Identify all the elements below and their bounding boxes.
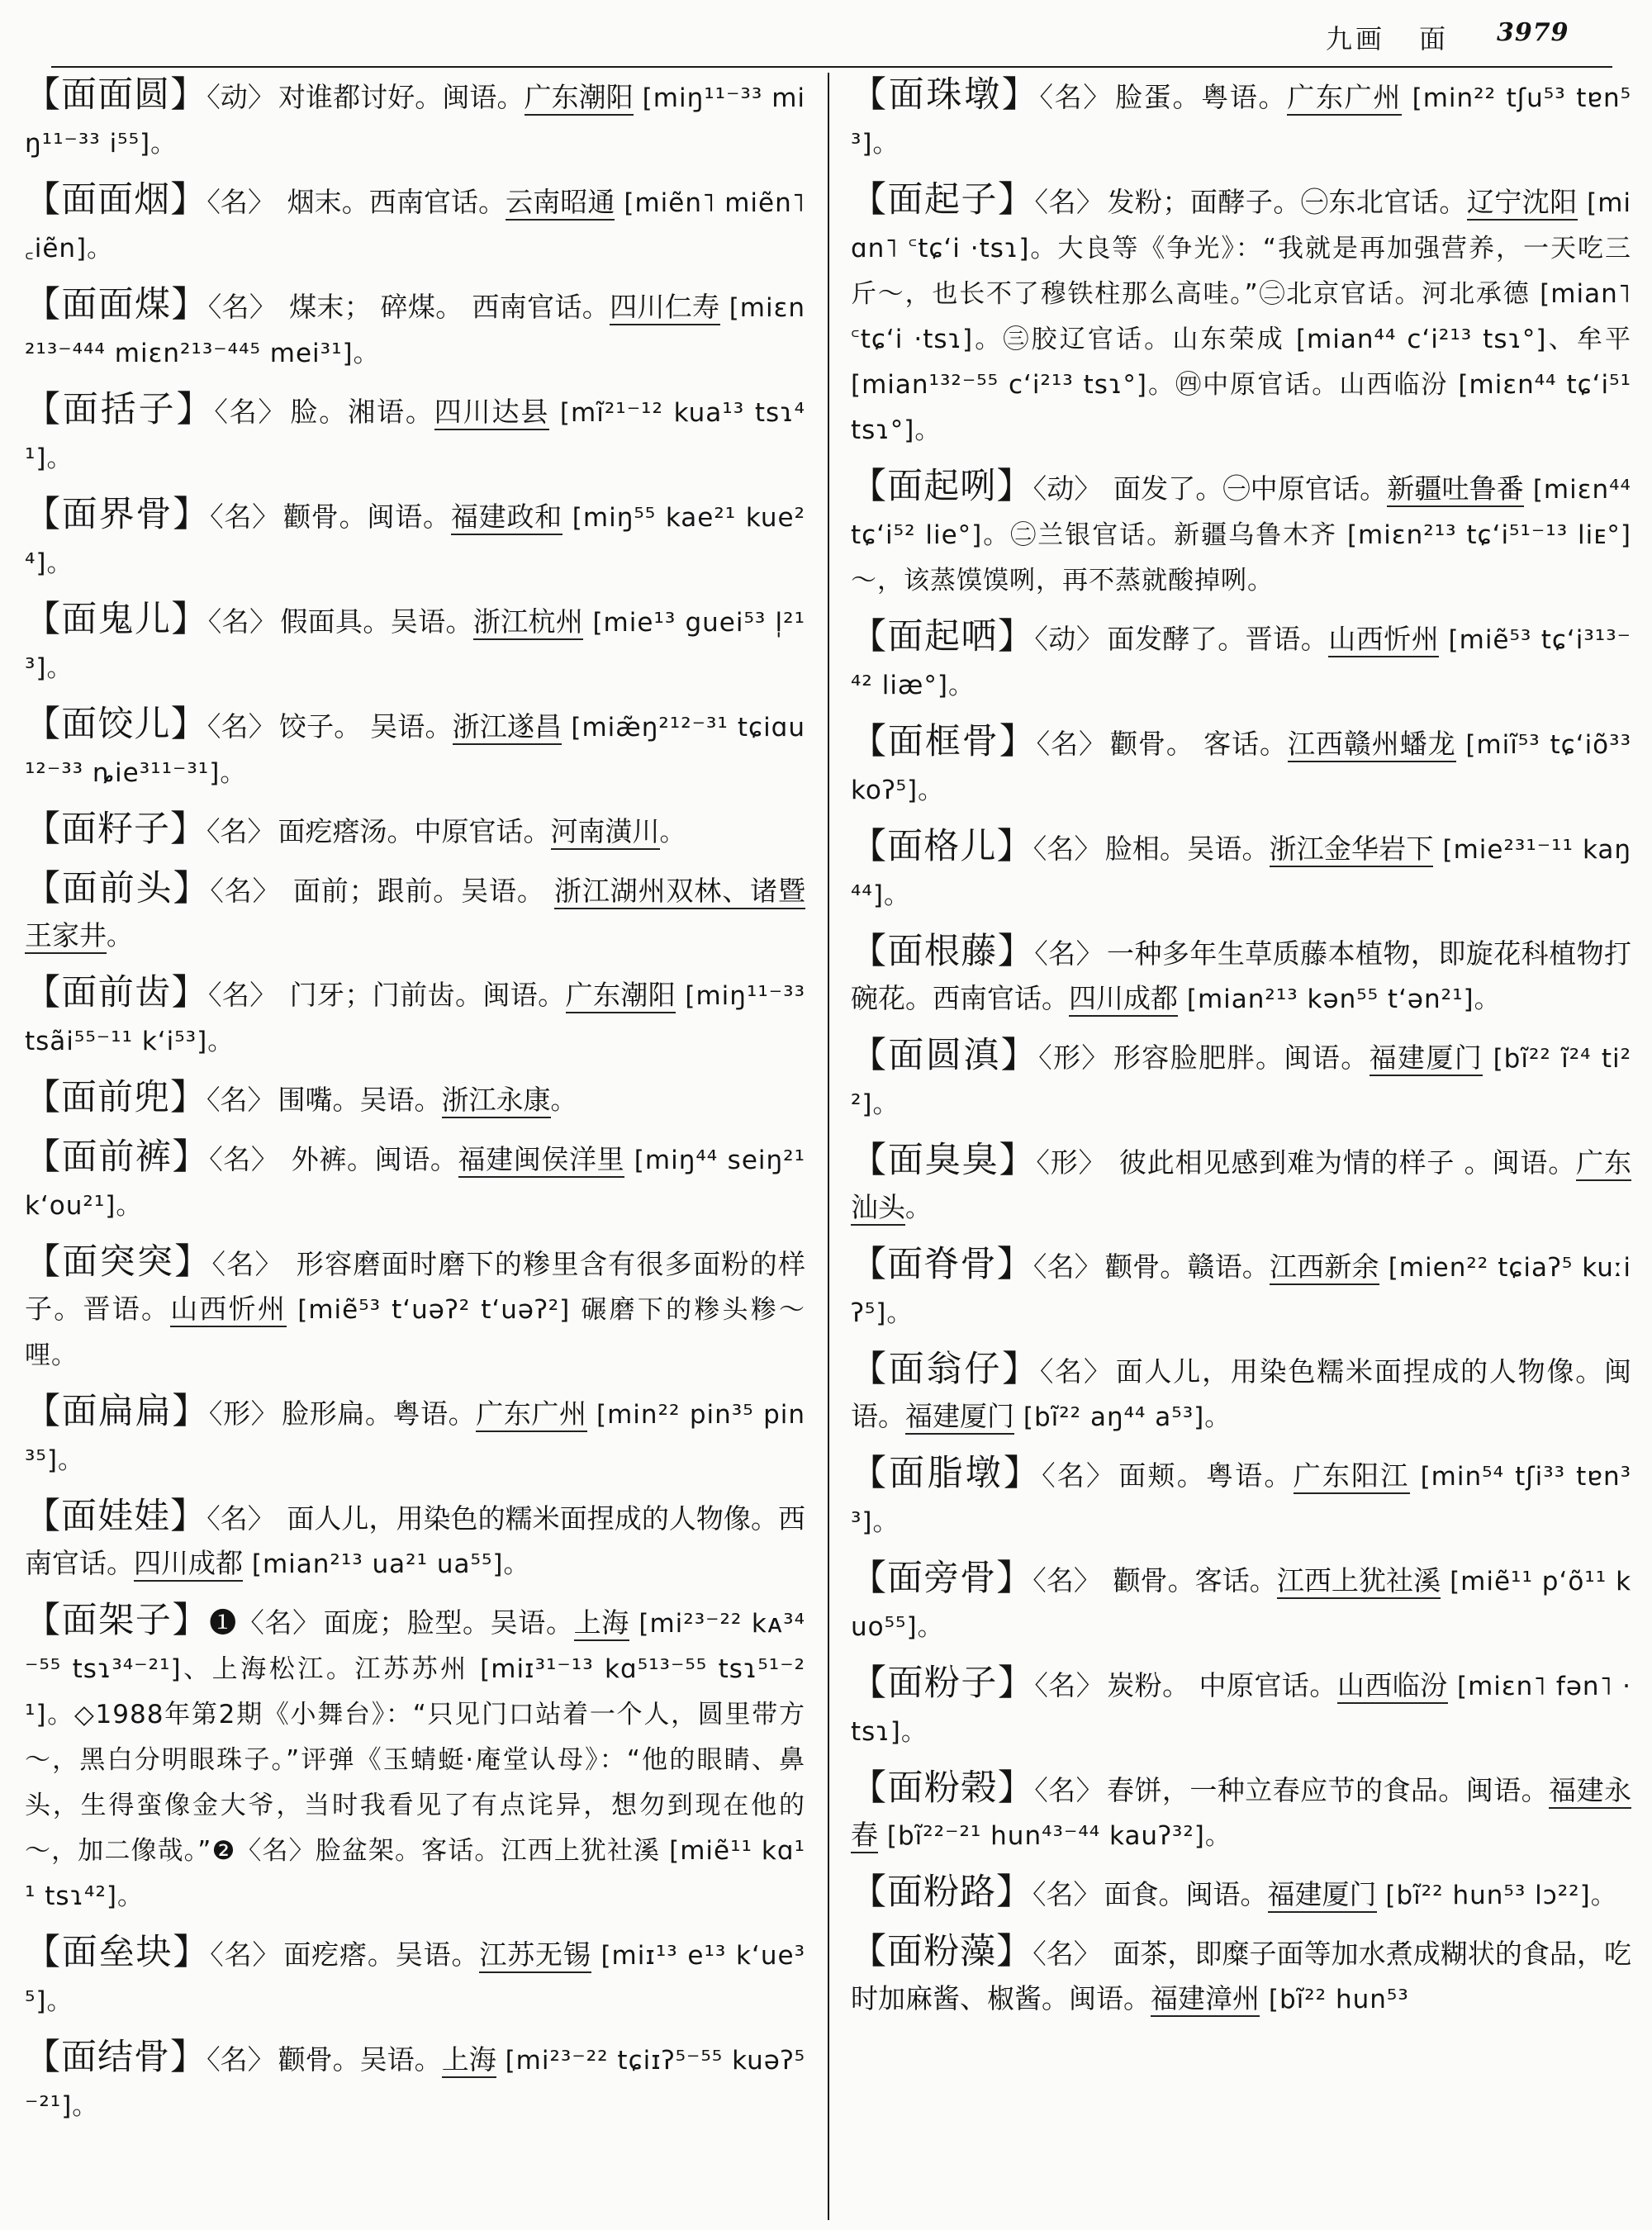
- headword: 【面括子】: [25, 389, 215, 430]
- dictionary-entry: [25, 1135, 805, 1228]
- part-of-speech: 〈名〉: [1032, 1250, 1102, 1283]
- part-of-speech: 〈名〉: [207, 291, 278, 323]
- dictionary-entry: [851, 1033, 1631, 1127]
- dialect-location: 福建漳州: [1151, 1982, 1260, 2017]
- dialect-location: 河南潢川: [551, 815, 660, 850]
- part-of-speech: 〈名〉: [214, 396, 287, 428]
- part-of-speech: 〈名〉: [209, 1143, 279, 1175]
- pronunciation: [min²² tʃu⁵³ tɐn⁵³]。: [851, 83, 1631, 159]
- dictionary-entry: [851, 1766, 1631, 1858]
- definition: 饺子。 吴语。: [278, 710, 453, 743]
- headword: 【面突突】: [25, 1241, 212, 1283]
- part-of-speech: 〈形〉: [1038, 1041, 1110, 1074]
- part-of-speech: ❶〈名〉: [209, 1606, 320, 1639]
- part-of-speech: 〈名〉: [206, 710, 276, 743]
- definition: 形容磨面时磨下的糁里含有很多面粉的样子。晋语。: [25, 1248, 805, 1325]
- part-of-speech: 〈名〉: [206, 2043, 275, 2076]
- headword: 【面根藤】: [851, 931, 1035, 972]
- definition: 颧骨。 客话。: [1109, 728, 1288, 760]
- pronunciation: [bĩ²² ĩ²⁴ ti²²]。: [851, 1044, 1631, 1119]
- part-of-speech: 〈名〉: [1036, 728, 1107, 760]
- dialect-location: 四川达县: [434, 396, 549, 430]
- dialect-location: 广东广州: [476, 1397, 586, 1432]
- pronunciation: [miɪ¹³ e¹³ k‘ue³⁵]。: [25, 1941, 805, 2016]
- dialect-location: 福建政和: [451, 501, 563, 535]
- dialect-location: 四川成都: [134, 1547, 243, 1582]
- definition: 面疙瘩。吴语。: [283, 1938, 480, 1971]
- headword: 【面粉藻】: [851, 1931, 1033, 1972]
- pronunciation: [mian²¹³ kən⁵⁵ t‘ən²¹]。: [1178, 985, 1501, 1014]
- headword: 【面脂墩】: [851, 1453, 1042, 1494]
- dictionary-entry: [851, 1870, 1631, 1918]
- pronunciation: 。: [905, 1193, 932, 1223]
- headword: 【面架子】: [25, 1600, 210, 1641]
- pronunciation: [bĩ²² hun⁵³: [1260, 1985, 1409, 2014]
- definition: 外裤。闽语。: [282, 1143, 458, 1175]
- dictionary-entry: [25, 807, 805, 855]
- section-label: 九画: [1326, 23, 1386, 55]
- definition: 对谁都讨好。闽语。: [278, 81, 525, 113]
- part-of-speech: 〈名〉: [206, 1084, 275, 1116]
- part-of-speech: 〈名〉: [206, 815, 275, 847]
- dialect-location: 江西赣州蟠龙: [1288, 728, 1456, 762]
- dictionary-entry: [25, 970, 805, 1064]
- dialect-location: 浙江永康: [442, 1084, 551, 1118]
- dictionary-entry: [851, 1929, 1631, 2022]
- headword: 【面圆滇】: [851, 1035, 1039, 1076]
- headword: 【面饺儿】: [25, 704, 207, 745]
- part-of-speech: 〈形〉: [1036, 1146, 1107, 1179]
- headword: 【面鬼儿】: [25, 599, 208, 640]
- definition: 面人儿，用染色的糯米面捏成的人物像。西南官话。: [25, 1502, 805, 1579]
- pronunciation: [mie²³¹⁻¹¹ kaŋ⁴⁴]。: [851, 835, 1631, 910]
- definition: 发粉；面酵子。㊀东北官话。: [1107, 186, 1467, 218]
- part-of-speech: 〈名〉: [1034, 1774, 1104, 1806]
- part-of-speech: 〈名〉: [206, 186, 276, 218]
- part-of-speech: 〈名〉: [1039, 1355, 1113, 1388]
- definition: 假面具。吴语。: [280, 605, 473, 638]
- definition: 面发了。㊀中原官话。: [1104, 472, 1388, 505]
- headword: 【面起子】: [851, 179, 1035, 221]
- headword: 【面前头】: [25, 868, 211, 909]
- headword: 【面起咧】: [851, 466, 1033, 507]
- pronunciation: 。: [659, 818, 686, 847]
- dialect-location: 山西临汾: [1337, 1669, 1448, 1704]
- part-of-speech: 〈名〉: [1039, 81, 1113, 113]
- dialect-location: 云南昭通: [506, 186, 615, 221]
- headword: 【面籽子】: [25, 809, 206, 850]
- dialect-location: 上海: [574, 1606, 629, 1641]
- headword: 【面旁骨】: [851, 1558, 1033, 1599]
- dictionary-entry: [851, 1138, 1631, 1231]
- dictionary-entry: [25, 387, 805, 481]
- part-of-speech: 〈动〉: [1032, 472, 1102, 505]
- pronunciation: [min⁵⁴ tʃi³³ tɐn³³]。: [851, 1462, 1631, 1537]
- dialect-location: 广东潮阳: [525, 81, 634, 116]
- dialect-location: 山西忻州: [1328, 623, 1439, 657]
- pronunciation: 。: [107, 922, 133, 951]
- definition: 颧骨。闽语。: [283, 501, 451, 533]
- dialect-location: 福建闽侯洋里: [458, 1143, 625, 1178]
- header-rule: [51, 66, 1612, 68]
- pronunciation: [miẽn˥ miẽn˥ ꜀iẽn]。: [25, 188, 805, 263]
- dictionary-entry: [851, 1451, 1631, 1544]
- pronunciation: [mi²³⁻²² kᴀ³⁴⁻⁵⁵ tsɿ³⁴⁻²¹]、上海松江。江苏苏州 [miɪ³¹⁻¹³ kɑ⁵¹³⁻⁵⁵ tsɿ⁵¹⁻²¹]。◇1988年第2期《小舞台》：“只见门口站着一个人，圆里带方～，黑白分明眼珠子。”评弹《玉蜻蜓·庵堂认母》：“他的眼睛、鼻头，生得蛮像金大爷，当时我看见了有点诧异，想勿到现在他的～，加二像哉。”❷〈名〉脸盆架。客话。江西上犹社溪 [miẽ¹¹ kɑ¹¹ tsɿ⁴²]。: [25, 1609, 805, 1911]
- dictionary-entry: [25, 492, 805, 586]
- part-of-speech: 〈名〉: [1034, 1669, 1104, 1701]
- definition: 面庞；脸型。吴语。: [323, 1606, 574, 1639]
- dictionary-entry: [851, 1347, 1631, 1440]
- right-column: [851, 73, 1631, 2220]
- headword: 【面框骨】: [851, 721, 1037, 762]
- part-of-speech: 〈名〉: [210, 1938, 281, 1971]
- dialect-location: 浙江杭州: [473, 605, 583, 640]
- dialect-location: 辽宁沈阳: [1467, 186, 1578, 221]
- dictionary-entry: [25, 597, 805, 690]
- part-of-speech: 〈动〉: [206, 81, 275, 113]
- part-of-speech: 〈名〉: [1034, 937, 1104, 970]
- dictionary-entry: [25, 866, 805, 959]
- headword: 【面格儿】: [851, 826, 1033, 867]
- pronunciation: [miɑn˥ ꜂tɕ‘i ·tsɿ]。大良等《争光》：“我就是再加强营养，一天吃三斤～，也长不了穆铁柱那么高哇。”㊁北京官话。河北承德 [mian˥ ꜂tɕ‘i ·tsɿ]。㊂胶辽官话。山东荣成 [mian⁴⁴ c‘i²¹³ tsɿ°]、牟平 [mian¹³²⁻⁵⁵ c‘i²¹³ tsɿ°]。㊃中原官话。山西临汾 [miɛn⁴⁴ tɕ‘i⁵¹ tsɿ°]。: [851, 188, 1631, 445]
- pronunciation: [miæ̃ŋ²¹²⁻³¹ tɕiɑu¹²⁻³³ ȵie³¹¹⁻³¹]。: [25, 713, 805, 788]
- dictionary-entry: [25, 1075, 805, 1123]
- headword: 【面珠墩】: [851, 74, 1040, 116]
- pronunciation: [mien²² tɕiaʔ⁵ kuːiʔ⁵]。: [851, 1253, 1631, 1328]
- pronunciation: [mĩ²¹⁻¹² kua¹³ tsɿ⁴¹]。: [25, 398, 805, 473]
- dialect-location: 江西新余: [1270, 1250, 1379, 1285]
- dictionary-entry: [25, 702, 805, 795]
- definition: 脸相。吴语。: [1104, 833, 1270, 865]
- definition: 春饼，一种立春应节的食品。闽语。: [1107, 1774, 1550, 1806]
- definition: 面发酵了。晋语。: [1107, 623, 1329, 655]
- column-divider: [828, 73, 829, 2220]
- dictionary-entry: [851, 614, 1631, 708]
- dictionary-entry: [851, 73, 1631, 166]
- headword: 【面面烟】: [25, 179, 207, 221]
- radical-char: 面: [1419, 23, 1446, 55]
- dictionary-entry: [851, 464, 1631, 603]
- dictionary-entry: [851, 929, 1631, 1022]
- headword: 【面起哂】: [851, 616, 1035, 657]
- headword: 【面前裤】: [25, 1136, 210, 1178]
- dialect-location: 浙江遂昌: [453, 710, 563, 745]
- dialect-location: 福建厦门: [1370, 1041, 1483, 1076]
- dialect-location: 上海: [442, 2043, 496, 2078]
- part-of-speech: 〈形〉: [208, 1397, 279, 1430]
- dictionary-entry: [25, 178, 805, 271]
- dictionary-entry: [851, 1556, 1631, 1649]
- pronunciation: [min²² pin³⁵ pin³⁵]。: [25, 1400, 805, 1475]
- dialect-location: 广东汕头: [851, 1146, 1631, 1226]
- dialect-location: 广东广州: [1287, 81, 1402, 116]
- dictionary-entry: [851, 178, 1631, 453]
- definition: 面前；跟前。吴语。: [283, 875, 555, 907]
- part-of-speech: 〈名〉: [207, 605, 278, 638]
- headword: 【面脊骨】: [851, 1244, 1033, 1285]
- pronunciation: [miĩ⁵³ tɕ‘iõ³³ koʔ⁵]。: [851, 730, 1631, 805]
- definition: 门牙；门前齿。闽语。: [280, 979, 566, 1011]
- part-of-speech: 〈名〉: [1042, 1459, 1116, 1492]
- headword: 【面面圆】: [25, 74, 207, 116]
- part-of-speech: 〈名〉: [1032, 1564, 1101, 1597]
- headword: 【面面煤】: [25, 284, 208, 325]
- headword: 【面前兜】: [25, 1077, 206, 1118]
- dialect-location: 山西忻州: [170, 1293, 287, 1327]
- definition: 炭粉。 中原官话。: [1107, 1669, 1337, 1701]
- part-of-speech: 〈名〉: [1032, 1878, 1101, 1910]
- definition: 面茶，即糜子面等加水煮成糊状的食品，吃时加麻酱、椒酱。闽语。: [851, 1938, 1631, 2014]
- headword: 【面结骨】: [25, 2037, 207, 2078]
- definition: 面颊。粤语。: [1118, 1459, 1294, 1492]
- dictionary-entry: [851, 719, 1631, 813]
- pronunciation: [miẽ⁵³ t‘uəʔ² t‘uəʔ²] 碾磨下的糁头糁～哩。: [25, 1295, 805, 1370]
- definition: 颧骨。吴语。: [278, 2043, 442, 2076]
- pronunciation: 。: [550, 1086, 577, 1116]
- dictionary-entry: [25, 1598, 805, 1919]
- headword: 【面翁仔】: [851, 1349, 1040, 1390]
- pronunciation: [miɛn²¹³⁻⁴⁴⁴ miɛn²¹³⁻⁴⁴⁵ mei³¹]。: [25, 293, 805, 368]
- part-of-speech: 〈名〉: [1032, 1938, 1101, 1970]
- definition: 颧骨。赣语。: [1104, 1250, 1270, 1283]
- definition: 形容脸肥胖。闽语。: [1113, 1041, 1370, 1074]
- dictionary-entry: [25, 1494, 805, 1587]
- pronunciation: [bĩ²² aŋ⁴⁴ a⁵³]。: [1014, 1402, 1232, 1432]
- pronunciation: [miẽ¹¹ p‘õ¹¹ kuo⁵⁵]。: [851, 1567, 1631, 1642]
- dictionary-entry: [851, 1661, 1631, 1754]
- dictionary-entry: [25, 1240, 805, 1378]
- definition: 彼此相见感到难为情的样子 。闽语。: [1109, 1146, 1577, 1179]
- definition: 颧骨。客话。: [1104, 1564, 1277, 1597]
- headword: 【面界骨】: [25, 494, 211, 535]
- pronunciation: [miŋ¹¹⁻³³ tsãi⁵⁵⁻¹¹ k‘i⁵³]。: [25, 981, 805, 1056]
- headword: 【面垒块】: [25, 1932, 211, 1973]
- definition: 脸蛋。粤语。: [1115, 81, 1288, 113]
- dictionary-entry: [851, 1242, 1631, 1336]
- part-of-speech: 〈名〉: [210, 501, 280, 533]
- headword: 【面娃娃】: [25, 1496, 207, 1537]
- dictionary-entry: [25, 1389, 805, 1483]
- part-of-speech: 〈名〉: [211, 1248, 283, 1280]
- pronunciation: [miɛn˥ fən˥ ·tsɿ]。: [851, 1672, 1631, 1747]
- headword: 【面前齿】: [25, 972, 208, 1013]
- left-column: [25, 73, 805, 2220]
- pronunciation: [miẽ⁵³ tɕ‘i³¹³⁻⁴² liæ°]。: [851, 625, 1631, 700]
- dialect-location: 福建厦门: [905, 1400, 1014, 1435]
- pronunciation: [miŋ⁴⁴ seiŋ²¹ k‘ou²¹]。: [25, 1146, 805, 1221]
- definition: 一种多年生草质藤本植物，即旋花科植物打碗花。西南官话。: [851, 937, 1631, 1014]
- headword: 【面臭臭】: [851, 1140, 1037, 1181]
- dialect-location: 四川成都: [1069, 982, 1178, 1017]
- part-of-speech: 〈名〉: [206, 1502, 275, 1535]
- dialect-location: 江西上犹社溪: [1277, 1564, 1441, 1599]
- definition: 脸形扁。粤语。: [282, 1397, 477, 1430]
- dictionary-entry: [25, 282, 805, 376]
- pronunciation: [bĩ²²⁻²¹ hun⁴³⁻⁴⁴ kauʔ³²]。: [878, 1821, 1232, 1851]
- definition: 面食。闽语。: [1104, 1878, 1268, 1910]
- dialect-location: 福建厦门: [1268, 1878, 1377, 1913]
- dialect-location: 浙江金华岩下: [1270, 833, 1434, 867]
- dictionary-entry: [851, 824, 1631, 918]
- dialect-location: 广东阳江: [1294, 1459, 1410, 1494]
- dialect-location: 广东潮阳: [566, 979, 676, 1013]
- dialect-location: 新疆吐鲁番: [1387, 472, 1524, 507]
- headword: 【面粉榖】: [851, 1767, 1035, 1809]
- dictionary-entry: [25, 1930, 805, 2024]
- headword: 【面粉子】: [851, 1663, 1035, 1704]
- definition: 煤末； 碎煤。 西南官话。: [280, 291, 610, 323]
- part-of-speech: 〈名〉: [1034, 186, 1104, 218]
- pronunciation: [mie¹³ guei⁵³ l̩²¹³]。: [25, 608, 805, 683]
- definition: 烟末。西南官话。: [278, 186, 506, 218]
- dialect-location: 浙江湖州双林、诸暨王家井: [25, 875, 805, 954]
- definition: 围嘴。吴语。: [278, 1084, 442, 1116]
- headword: 【面扁扁】: [25, 1391, 209, 1432]
- dialect-location: 四川仁寿: [610, 291, 719, 325]
- pronunciation: [miŋ¹¹⁻³³ miŋ¹¹⁻³³ i⁵⁵]。: [25, 83, 805, 159]
- dictionary-entry: [25, 2035, 805, 2128]
- pronunciation: [miɛn⁴⁴ tɕ‘i⁵² lie°]。㊁兰银官话。新疆乌鲁木齐 [miɛn²¹³ tɕ‘i⁵¹⁻¹³ liᴇ°]～，该蒸馍馍咧，再不蒸就酸掉咧。: [851, 475, 1631, 595]
- part-of-speech: 〈名〉: [207, 979, 278, 1011]
- headword: 【面粉路】: [851, 1872, 1032, 1913]
- dictionary-entry: [25, 73, 805, 166]
- page-header: [0, 0, 1652, 66]
- definition: 面人儿，用染色糯米面捏成的人物像。闽语。: [851, 1355, 1631, 1432]
- part-of-speech: 〈名〉: [210, 875, 281, 907]
- pronunciation: [miŋ⁵⁵ kae²¹ kue²⁴]。: [25, 503, 805, 578]
- dialect-location: 福建永春: [851, 1774, 1631, 1853]
- part-of-speech: 〈动〉: [1034, 623, 1104, 655]
- pronunciation: [mi²³⁻²² tɕiɪʔ⁵⁻⁵⁵ kuəʔ⁵⁻²¹]。: [25, 2046, 805, 2121]
- part-of-speech: 〈名〉: [1032, 833, 1102, 865]
- pronunciation: [mian²¹³ ua²¹ ua⁵⁵]。: [243, 1549, 530, 1579]
- dialect-location: 江苏无锡: [479, 1938, 591, 1973]
- pronunciation: [bĩ²² hun⁵³ lɔ²²]。: [1376, 1881, 1617, 1910]
- page-number: 3979: [1497, 18, 1569, 47]
- definition: 脸。湘语。: [290, 396, 434, 428]
- definition: 面疙瘩汤。中原官话。: [278, 815, 551, 847]
